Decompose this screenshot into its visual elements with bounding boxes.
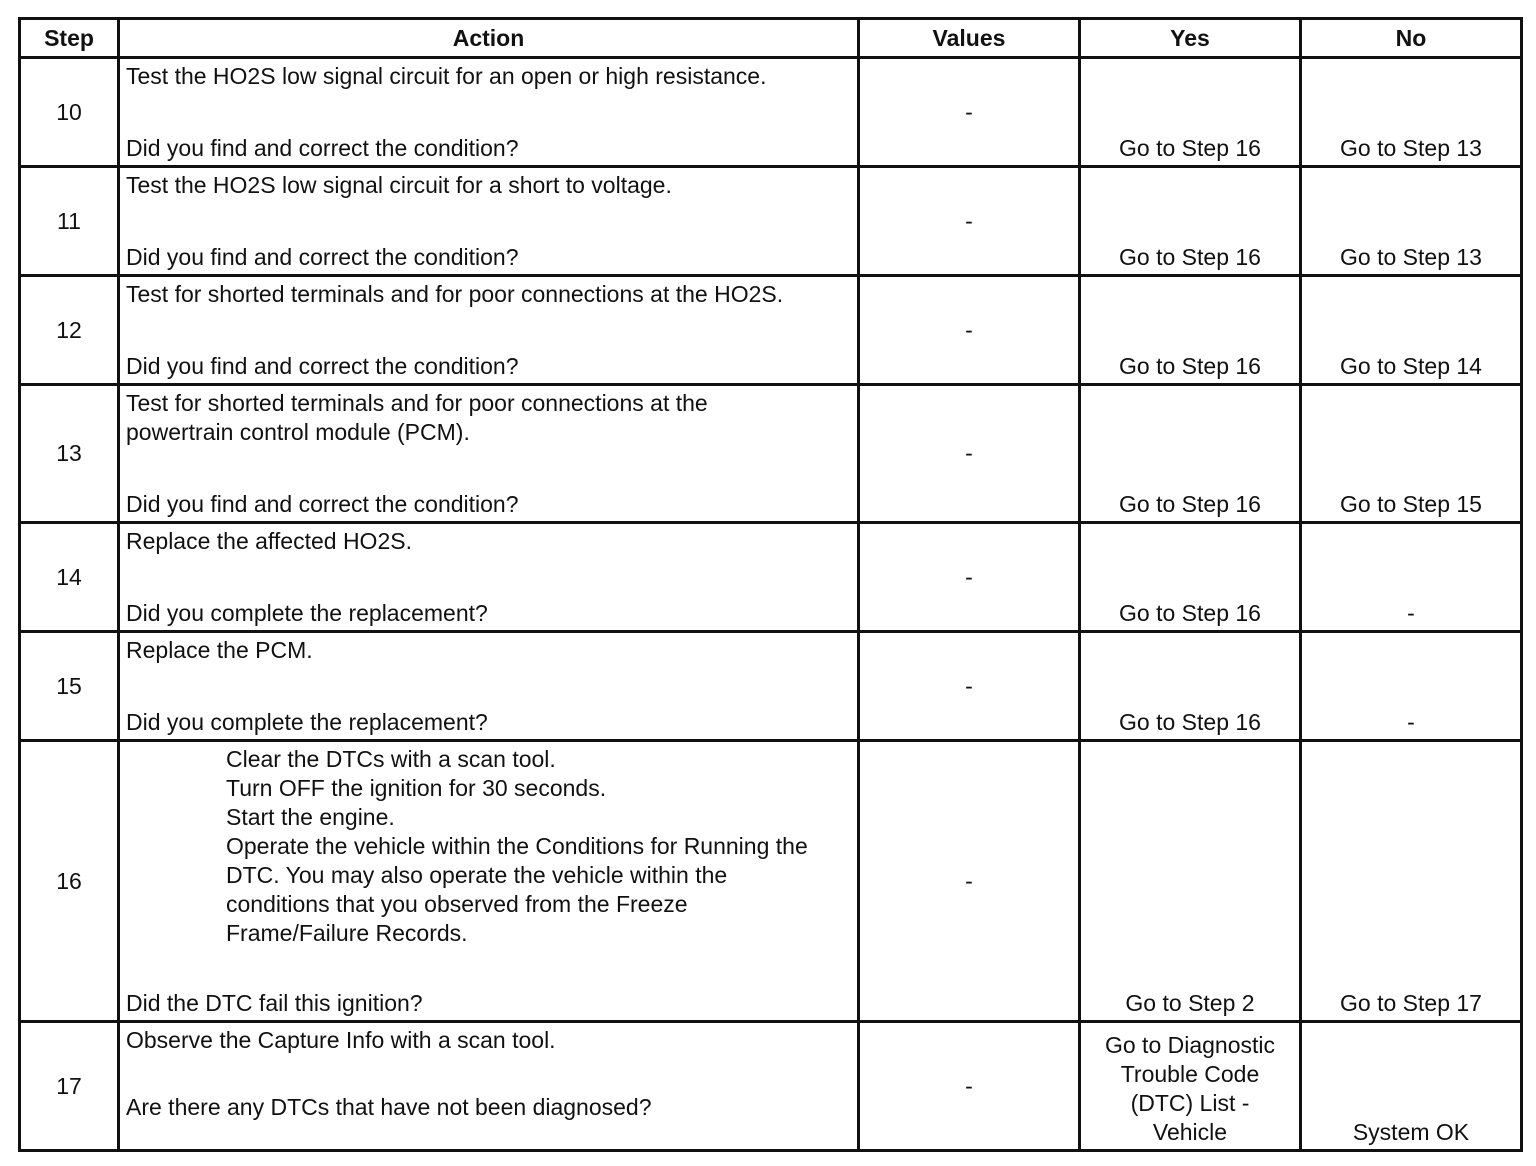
action-question: Did you find and correct the condition? [126, 244, 519, 270]
procedure-list [126, 745, 851, 948]
action-cell [119, 741, 859, 1022]
values-cell: - [859, 523, 1080, 632]
step-number: 15 [20, 632, 119, 741]
table-row [20, 276, 1522, 385]
yes-cell: Go to Step 16 [1080, 58, 1301, 167]
no-cell: Go to Step 15 [1301, 385, 1522, 523]
action-question: Did you find and correct the condition? [126, 491, 519, 517]
step-number: 10 [20, 58, 119, 167]
no-cell: Go to Step 13 [1301, 58, 1522, 167]
step-number: 12 [20, 276, 119, 385]
table-row [20, 1022, 1522, 1151]
step-number: 13 [20, 385, 119, 523]
action-text: Test for shorted terminals and for poor connections at the powertrain control module (PCM). [126, 390, 708, 445]
list-item: Operate the vehicle within the Conditions for Running the DTC. You may also operate the vehicle within the conditions that you observed from the Freeze Frame/Failure Records. [226, 833, 808, 946]
table-row [20, 58, 1522, 167]
action-question: Did you complete the replacement? [126, 709, 488, 735]
header-values: Values [859, 19, 1080, 58]
action-question: Did you complete the replacement? [126, 600, 488, 626]
values-cell: - [859, 632, 1080, 741]
values-cell: - [859, 1022, 1080, 1151]
list-item: Clear the DTCs with a scan tool. [226, 746, 556, 772]
yes-cell: Go to Step 16 [1080, 632, 1301, 741]
action-question: Are there any DTCs that have not been diagnosed? [126, 1094, 652, 1120]
diagnostic-table [18, 17, 1523, 1152]
yes-cell: Go to Step 16 [1080, 385, 1301, 523]
table-row [20, 167, 1522, 276]
header-yes: Yes [1080, 19, 1301, 58]
header-row [20, 19, 1522, 58]
action-text: Replace the PCM. [126, 637, 313, 663]
action-cell [119, 58, 859, 167]
table-row [20, 385, 1522, 523]
values-cell: - [859, 276, 1080, 385]
yes-cell: Go to Step 2 [1080, 741, 1301, 1022]
no-cell: Go to Step 14 [1301, 276, 1522, 385]
yes-cell: Go to Step 16 [1080, 276, 1301, 385]
action-question: Did you find and correct the condition? [126, 353, 519, 379]
action-cell [119, 385, 859, 523]
yes-cell: Go to Diagnostic Trouble Code (DTC) List - Vehicle [1080, 1022, 1301, 1151]
table-row [20, 632, 1522, 741]
values-cell: - [859, 58, 1080, 167]
step-number: 14 [20, 523, 119, 632]
action-cell [119, 632, 859, 741]
action-cell [119, 1022, 859, 1151]
action-cell [119, 276, 859, 385]
no-cell: - [1301, 523, 1522, 632]
yes-cell: Go to Step 16 [1080, 523, 1301, 632]
table-row [20, 523, 1522, 632]
header-step: Step [20, 19, 119, 58]
action-text: Replace the affected HO2S. [126, 528, 412, 554]
values-cell: - [859, 385, 1080, 523]
no-cell: Go to Step 17 [1301, 741, 1522, 1022]
header-no: No [1301, 19, 1522, 58]
header-action: Action [119, 19, 859, 58]
yes-cell: Go to Step 16 [1080, 167, 1301, 276]
action-cell [119, 523, 859, 632]
no-cell: - [1301, 632, 1522, 741]
list-item: Start the engine. [226, 804, 395, 830]
list-item: Turn OFF the ignition for 30 seconds. [226, 775, 607, 801]
no-cell: Go to Step 13 [1301, 167, 1522, 276]
action-text: Test the HO2S low signal circuit for a short to voltage. [126, 172, 672, 198]
no-cell: System OK [1301, 1022, 1522, 1151]
action-text: Observe the Capture Info with a scan tool. [126, 1027, 556, 1053]
table-row [20, 741, 1522, 1022]
action-cell [119, 167, 859, 276]
action-text: Test for shorted terminals and for poor connections at the HO2S. [126, 281, 784, 307]
action-text: Test the HO2S low signal circuit for an open or high resistance. [126, 63, 767, 89]
action-question: Did you find and correct the condition? [126, 135, 519, 161]
step-number: 17 [20, 1022, 119, 1151]
step-number: 16 [20, 741, 119, 1022]
values-cell: - [859, 167, 1080, 276]
step-number: 11 [20, 167, 119, 276]
action-question: Did the DTC fail this ignition? [126, 990, 423, 1016]
values-cell: - [859, 741, 1080, 1022]
